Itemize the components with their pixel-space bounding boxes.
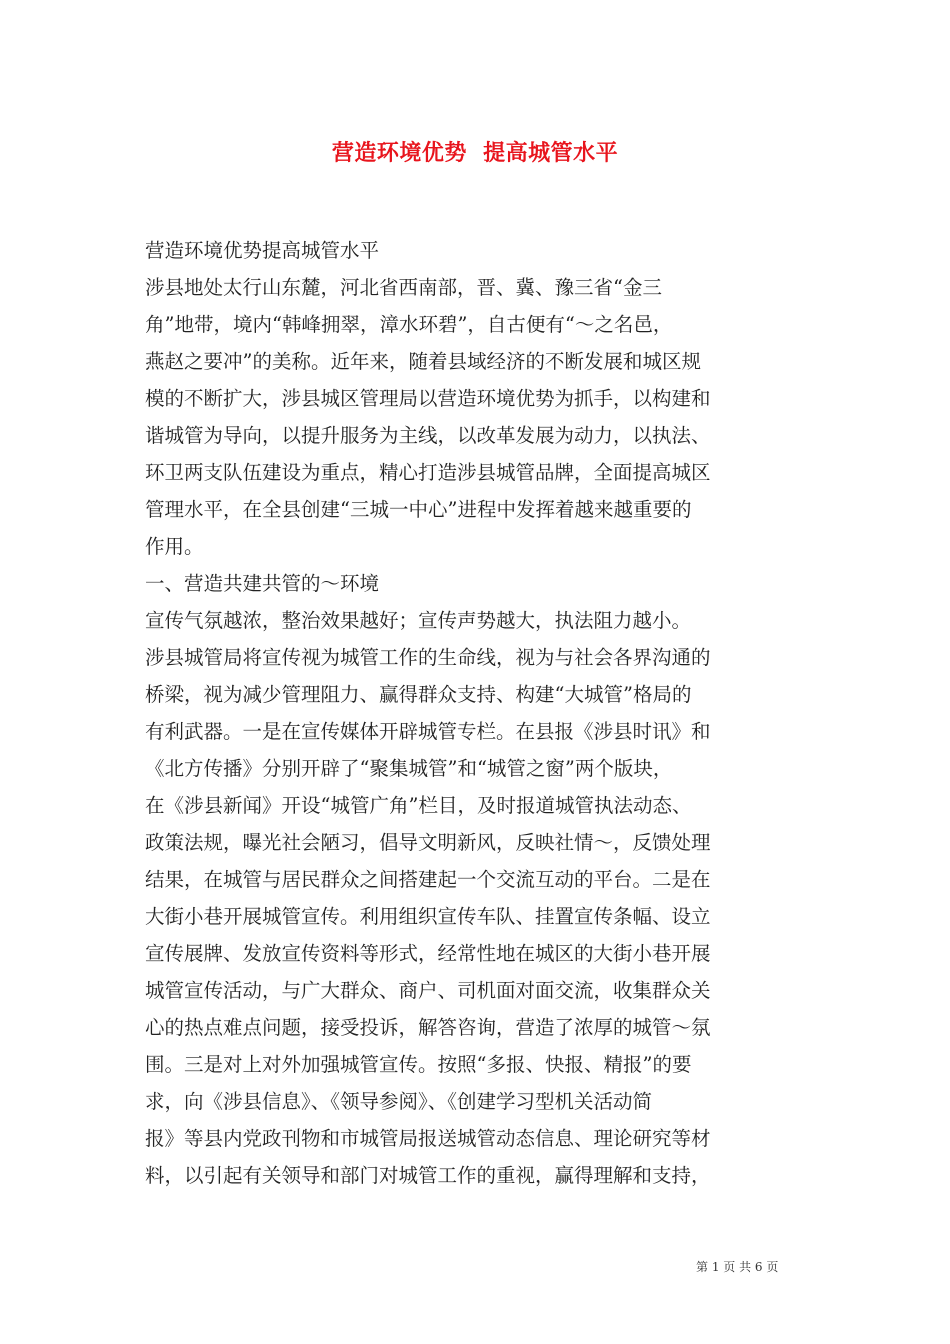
section-heading: 一、营造共建共管的～环境	[145, 572, 380, 595]
body-line: 围。三是对上对外加强城管宣传。按照“多报、快报、精报”的要	[145, 1053, 692, 1076]
body-line: 料，以引起有关领导和部门对城管工作的重视，赢得理解和支持，	[145, 1164, 711, 1187]
body-line: 模的不断扩大，涉县城区管理局以营造环境优势为抓手，以构建和	[145, 387, 711, 410]
body-line: 涉县城管局将宣传视为城管工作的生命线，视为与社会各界沟通的	[145, 646, 711, 669]
body-line: 燕赵之要冲”的美称。近年来，随着县域经济的不断发展和城区规	[145, 350, 701, 373]
body-line: 心的热点难点问题，接受投诉，解答咨询，营造了浓厚的城管～氛	[145, 1016, 711, 1039]
page-number: 第 1 页 共 6 页	[696, 1260, 779, 1274]
body-line: 作用。	[145, 535, 204, 558]
body-line: 谐城管为导向，以提升服务为主线，以改革发展为动力，以执法、	[145, 424, 711, 447]
body-line: 在《涉县新闻》开设“城管广角”栏目，及时报道城管执法动态、	[145, 794, 692, 817]
body-line: 政策法规，曝光社会陋习，倡导文明新风，反映社情～，反馈处理	[145, 831, 711, 854]
body-line: 《北方传播》分别开辟了“聚集城管”和“城管之窗”两个版块，	[145, 757, 673, 780]
body-line: 桥梁，视为减少管理阻力、赢得群众支持、构建“大城管”格局的	[145, 683, 692, 706]
body-line: 大街小巷开展城管宣传。利用组织宣传车队、挂置宣传条幅、设立	[145, 905, 711, 928]
body-line: 角”地带，境内“韩峰拥翠，漳水环碧”，自古便有“～之名邑，	[145, 313, 673, 336]
body-line: 有利武器。一是在宣传媒体开辟城管专栏。在县报《涉县时讯》和	[145, 720, 711, 743]
body-line: 报》等县内党政刊物和市城管局报送城管动态信息、理论研究等材	[145, 1127, 711, 1150]
body-line: 宣传气氛越浓，整治效果越好；宣传声势越大，执法阻力越小。	[145, 609, 692, 632]
body-line: 环卫两支队伍建设为重点，精心打造涉县城管品牌，全面提高城区	[145, 461, 711, 484]
body-line: 管理水平，在全县创建“三城一中心”进程中发挥着越来越重要的	[145, 498, 692, 521]
body-line: 求，向《涉县信息》、《领导参阅》、《创建学习型机关活动简	[145, 1090, 653, 1113]
body-line: 涉县地处太行山东麓，河北省西南部，晋、冀、豫三省“金三	[145, 276, 662, 299]
body-line: 结果，在城管与居民群众之间搭建起一个交流互动的平台。二是在	[145, 868, 711, 891]
body-line: 营造环境优势提高城管水平	[145, 239, 380, 262]
document-title: 营造环境优势 提高城管水平	[331, 140, 619, 166]
document-body	[145, 232, 810, 1194]
body-line: 城管宣传活动，与广大群众、商户、司机面对面交流，收集群众关	[145, 979, 711, 1002]
body-line: 宣传展牌、发放宣传资料等形式，经常性地在城区的大街小巷开展	[145, 942, 711, 965]
